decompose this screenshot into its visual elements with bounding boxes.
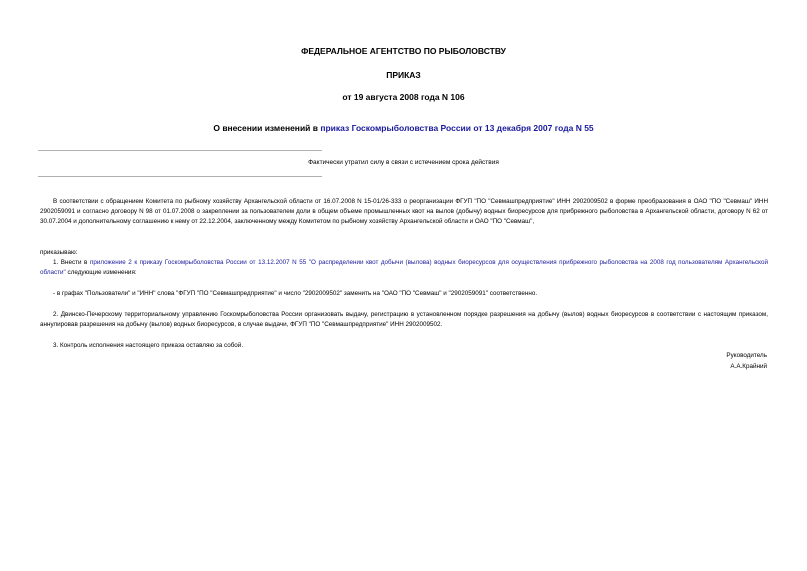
divider-bottom (38, 176, 322, 177)
divider-top (38, 150, 322, 151)
paragraph-item-1 (40, 258, 768, 278)
document-type: ПРИКАЗ (386, 70, 421, 80)
item-1-suffix: следующие изменения: (65, 269, 137, 277)
subject-link[interactable]: приказ Госкомрыболовства России от 13 декабря 2007 года N 55 (320, 123, 594, 133)
item-1-prefix: 1. Внести в (53, 259, 90, 266)
paragraph-preamble: В соответствии с обращением Комитета по рыбному хозяйству Архангельской области от 16.07.2008 N 15-01/26-333 о реорганизации ФГУП "ПО "Севмашпредприятие" ИНН 2902009502 в форме преобразования в ОАО "ПО "Севмаш" ИНН 2902059091 и согласно договору N 98 от 01.07.2008 о закреплении за пользователем доли в общем объеме промышленных квот на вылов (добычу) водных биоресурсов для прибрежного рыболовства в Архангельской области, договору N 62 от 30.07.2004 и дополнительному соглашению к нему от 22.12.2004, заключенному между Комитетом по рыбному хозяйству Архангельской области и ОАО "ПО "Севмаш", (40, 198, 768, 226)
paragraph-item-3: 3. Контроль исполнения настоящего приказа оставляю за собой. (53, 342, 244, 349)
document-subject (0, 123, 807, 133)
signature-title: Руководитель (726, 352, 767, 359)
status-note: Фактически утратил силу в связи с истечением срока действия (308, 159, 499, 166)
paragraph-item-2: 2. Двинско-Печерскому территориальному управлению Госкомрыболовства России организовать выдачу, регистрацию в установленном порядке разрешения на добычу (вылов) водных биоресурсов в соответствии с настоящим приказом, аннулировав разрешения на добычу (вылов) водных биоресурсов, в случае выдачи, ФГУП "ПО "Севмашпредприятие" ИНН 2902009502. (40, 311, 768, 329)
appendix-link[interactable]: приложение 2 к приказу Госкомрыболовства России от 13.12.2007 N 55 "О распределении квот добычи (вылова) водных биоресурсов для осуществления прибрежного рыболовства на 2008 год пользователям Архангельской области" (40, 259, 768, 277)
subject-prefix: О внесении изменений в (213, 123, 321, 133)
signature-name: А.А.Крайний (730, 363, 767, 370)
paragraph-order-word: приказываю: (40, 249, 78, 256)
paragraph-amendment: - в графах "Пользователи" и "ИНН" слова "ФГУП "ПО "Севмашпредприятие" и число "2902009502" заменить на "ОАО "ПО "Севмаш" и "2902059091" соответственно. (53, 290, 538, 297)
document-date: от 19 августа 2008 года N 106 (342, 92, 465, 102)
agency-title: ФЕДЕРАЛЬНОЕ АГЕНТСТВО ПО РЫБОЛОВСТВУ (301, 46, 506, 56)
